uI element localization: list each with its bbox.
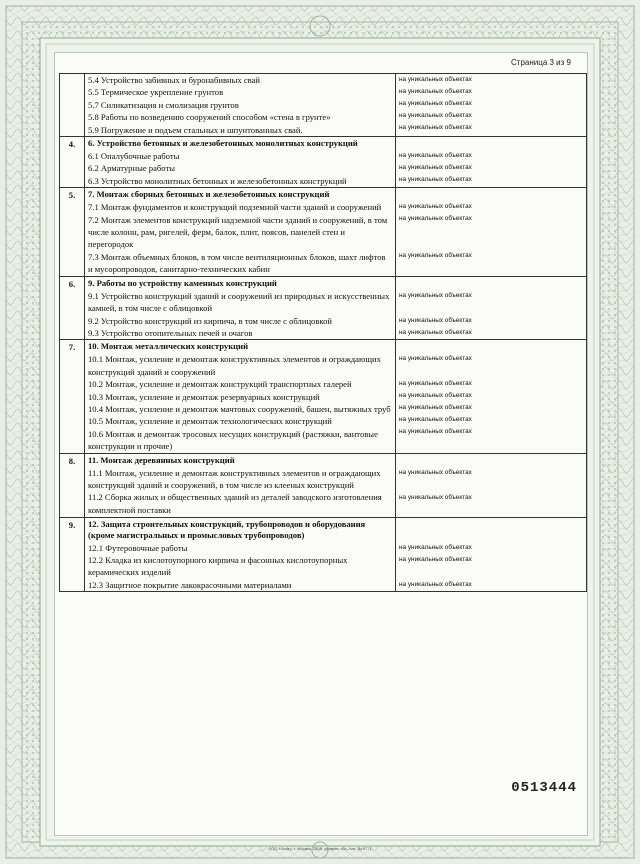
work-item: 5.4 Устройство забивных и буронабивных свай [88, 75, 260, 85]
work-item: 11.1 Монтаж, усиление и демонтаж конструктивных элементов и ограждающих конструкций зданий и сооружений, в том числе из клееных конструкций [88, 467, 381, 490]
object-item: на уникальных объектах [399, 404, 472, 412]
work-type-cell [85, 453, 396, 517]
work-item: 10.4 Монтаж, усиление и демонтаж мачтовых сооружений, башен, вытяжных труб [88, 403, 391, 414]
object-item: на уникальных объектах [399, 152, 472, 160]
work-item: 10.5 Монтаж, усиление и демонтаж технологических конструкций [88, 416, 332, 427]
section-title: 9. Работы по устройству каменных конструкций [88, 277, 277, 288]
work-type-cell [85, 276, 396, 340]
title-spacer [396, 137, 586, 150]
work-item: 6.1 Опалубочные работы [88, 151, 180, 162]
work-item: 11.2 Сборка жилых и общественных зданий из деталей заводского изготовления комплектной поставки [88, 492, 382, 515]
work-item: 12.2 Кладка из кислотоупорного кирпича и фасонных кислотоупорных керамических изделий [88, 554, 348, 578]
section-title: 11. Монтаж деревянных конструкций [88, 454, 235, 465]
title-spacer [396, 518, 586, 542]
work-types-table [59, 73, 587, 592]
work-item: 12.3 Защитное покрытие лакокрасочными материалами [88, 579, 292, 590]
work-item: 5.9 Погружение и подъем стальных и шпунтованных свай. [88, 124, 303, 135]
object-item: на уникальных объектах [399, 392, 472, 400]
object-item: на уникальных объектах [399, 76, 472, 83]
object-item: на уникальных объектах [399, 328, 472, 336]
object-item: на уникальных объектах [399, 203, 472, 211]
document-body [54, 52, 588, 836]
object-item: на уникальных объектах [399, 124, 472, 131]
object-item: на уникальных объектах [399, 428, 472, 436]
object-type-cell [396, 74, 587, 137]
work-item: 7.3 Монтаж объемных блоков, в том числе вентиляционных блоков, шахт лифтов и мусоропроводов, санитарно-технических кабин [88, 251, 386, 275]
title-spacer [396, 340, 586, 353]
printer-footer: ООО «Знак», г. Москва, 2008, уровень «В», зак. № 4771 [268, 846, 372, 851]
section-row [60, 276, 587, 340]
title-spacer [396, 277, 586, 290]
work-item: 9.1 Устройство конструкций зданий и сооружений из природных и искусственных камней, в том числе с облицовкой [88, 290, 390, 314]
section-row [60, 137, 587, 188]
section-title: 6. Устройство бетонных и железобетонных монолитных конструкций [88, 138, 358, 149]
object-item: на уникальных объектах [399, 215, 472, 223]
object-item: на уникальных объектах [399, 252, 472, 260]
work-type-cell [85, 188, 396, 276]
object-type-cell [396, 453, 587, 517]
work-item: 6.3 Устройство монолитных бетонных и железобетонных конструкций [88, 175, 347, 186]
section-number [60, 74, 85, 137]
section-row [60, 453, 587, 517]
work-item: 9.3 Устройство отопительных печей и очагов [88, 327, 253, 338]
object-item: на уникальных объектах [399, 493, 472, 501]
section-number: 4. [60, 137, 85, 188]
work-item: 10.6 Монтаж и демонтаж тросовых несущих конструкций (растяжки, вантовые конструкции и прочие) [88, 428, 378, 452]
object-item: на уникальных объектах [399, 416, 472, 424]
object-type-cell [396, 137, 587, 188]
object-type-cell [396, 276, 587, 340]
section-title: 10. Монтаж металлических конструкций [88, 341, 249, 352]
object-type-cell [396, 188, 587, 276]
object-item: на уникальных объектах [399, 580, 472, 588]
work-item: 5.5 Термическое укрепление грунтов [88, 87, 224, 98]
work-type-cell [85, 340, 396, 453]
section-title: 12. Защита строительных конструкций, трубопроводов и оборудования (кроме магистральных и промысловых трубопроводов) [88, 518, 366, 540]
object-type-cell [396, 517, 587, 592]
section-title: 7. Монтаж сборных бетонных и железобетонных конструкций [88, 189, 330, 200]
object-item: на уникальных объектах [399, 468, 472, 476]
work-item: 12.1 Футеровочные работы [88, 542, 188, 553]
object-item: на уникальных объектах [399, 355, 472, 363]
object-item: на уникальных объектах [399, 176, 472, 184]
object-item: на уникальных объектах [399, 316, 472, 324]
object-item: на уникальных объектах [399, 543, 472, 551]
work-item: 10.1 Монтаж, усиление и демонтаж конструктивных элементов и ограждающих конструкций зданий и сооружений [88, 354, 381, 377]
work-item: 9.2 Устройство конструкций из кирпича, в том числе с облицовкой [88, 315, 333, 326]
object-item: на уникальных объектах [399, 380, 472, 388]
object-item: на уникальных объектах [399, 112, 472, 119]
section-row [60, 340, 587, 453]
work-item: 10.3 Монтаж, усиление и демонтаж резервуарных конструкций [88, 391, 320, 402]
work-type-cell [85, 517, 396, 592]
section-number: 8. [60, 453, 85, 517]
section-number: 6. [60, 276, 85, 340]
object-item: на уникальных объектах [399, 291, 472, 299]
section-number: 5. [60, 188, 85, 276]
work-item: 6.2 Арматурные работы [88, 163, 176, 174]
work-item: 7.2 Монтаж элементов конструкций надземной части зданий и сооружений, в том числе колонн, рам, ригелей, ферм, балок, плит, поясов, панелей стен и перегородок [88, 214, 388, 250]
section-row [60, 74, 587, 137]
work-item: 10.2 Монтаж, усиление и демонтаж конструкций транспортных галерей [88, 379, 352, 390]
work-type-cell [85, 137, 396, 188]
work-item: 7.1 Монтаж фундаментов и конструкций подземной части зданий и сооружений [88, 202, 382, 213]
section-number: 7. [60, 340, 85, 453]
object-item: на уникальных объектах [399, 100, 472, 107]
work-item: 5.7 Силикатизация и смолизация грунтов [88, 99, 239, 110]
section-row [60, 517, 587, 592]
section-number: 9. [60, 517, 85, 592]
work-type-cell [85, 74, 396, 137]
object-item: на уникальных объектах [399, 88, 472, 95]
page-number: Страница 3 из 9 [511, 58, 571, 67]
title-spacer [396, 454, 586, 467]
object-type-cell [396, 340, 587, 453]
section-row [60, 188, 587, 276]
title-spacer [396, 188, 586, 201]
object-item: на уникальных объектах [399, 164, 472, 172]
object-item: на уникальных объектах [399, 555, 472, 563]
work-item: 5.8 Работы по возведению сооружений способом «стена в грунте» [88, 112, 331, 123]
serial-number: 0513444 [511, 780, 577, 796]
